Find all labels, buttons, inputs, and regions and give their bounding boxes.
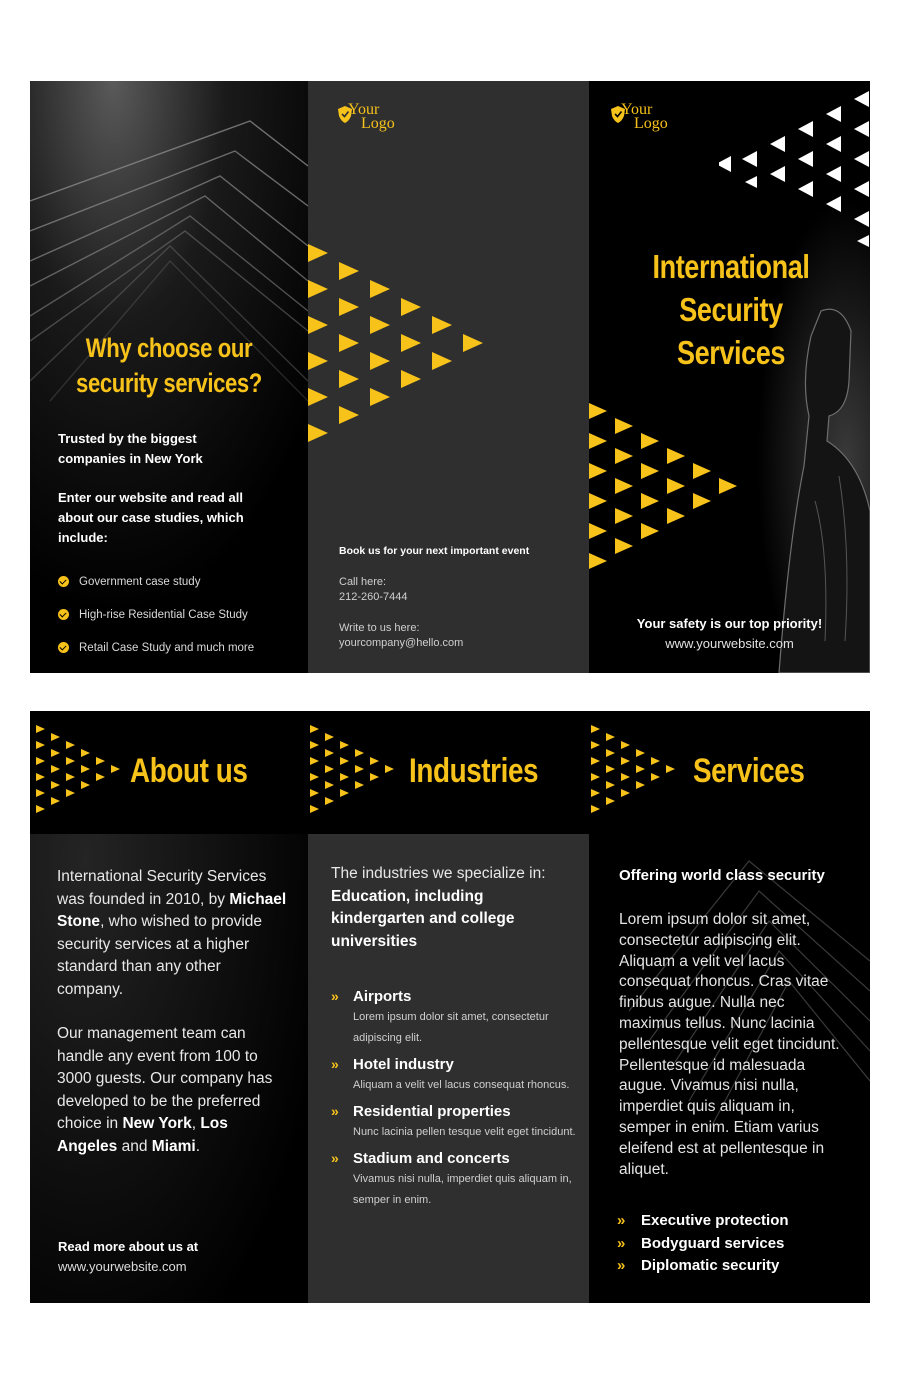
- about-paragraph-1: [57, 866, 287, 1001]
- logo: [338, 103, 395, 131]
- service-name: Bodyguard services: [641, 1234, 785, 1252]
- chevron-double-right-icon: »: [331, 1056, 339, 1072]
- brochure-inside: [30, 711, 870, 1303]
- cover-title-line3: Services: [676, 334, 786, 371]
- enter-line1: Enter our website and read all: [58, 490, 243, 505]
- website-link[interactable]: www.yourwebsite.com: [665, 636, 794, 651]
- logo-line1: Your: [348, 101, 380, 118]
- industries-list: [331, 987, 581, 1217]
- inside-panel-industries: [308, 711, 589, 1303]
- logo-text: [621, 103, 668, 131]
- chevron-double-right-icon: »: [617, 1257, 626, 1274]
- logo-line1: Your: [621, 101, 653, 118]
- tagline: Your safety is our top priority!: [636, 616, 823, 631]
- inside-panel-services: [589, 711, 870, 1303]
- industries-intro: [331, 863, 571, 953]
- read-more-label: Read more about us at: [58, 1239, 199, 1254]
- case-study-list: [58, 565, 254, 664]
- industry-desc: Lorem ipsum dolor sit amet, consectetur adipiscing elit.: [353, 1011, 549, 1044]
- industries-intro-bold: Education, including kindergarten and college universities: [331, 887, 515, 950]
- check-icon: [58, 576, 69, 587]
- write-block: [339, 621, 463, 651]
- trusted-line2: companies in New York: [58, 451, 203, 466]
- industry-desc: Aliquam a velit vel lacus consequat rhoncus.: [353, 1079, 570, 1091]
- city-new-york: New York: [122, 1115, 192, 1132]
- chevron-double-right-icon: »: [331, 988, 339, 1004]
- cover-title-line2: Security: [679, 291, 783, 328]
- industries-header: [308, 711, 589, 834]
- write-label: Write to us here:: [339, 622, 420, 634]
- check-icon: [58, 642, 69, 653]
- city-separator: and: [117, 1137, 152, 1155]
- why-title-line2: security services?: [76, 368, 262, 398]
- chevron-double-right-icon: »: [331, 1150, 339, 1166]
- brochure-outside: [30, 81, 870, 673]
- check-icon: [58, 609, 69, 620]
- enter-line2: about our case studies, which: [58, 510, 244, 525]
- website-link[interactable]: www.yourwebsite.com: [58, 1259, 187, 1274]
- cover-title-line1: International: [652, 248, 810, 285]
- industry-desc: Vivamus nisi nulla, imperdiet quis aliquam in, semper in enim.: [353, 1173, 572, 1206]
- industries-heading: Industries: [409, 752, 539, 790]
- triangle-pattern-graphic: [589, 723, 679, 818]
- outside-panel-contact: [308, 81, 589, 673]
- industry-desc: Nunc lacinia pellen tesque velit eget tincidunt.: [353, 1126, 576, 1138]
- case-study-label: High-rise Residential Case Study: [79, 608, 248, 621]
- chevron-double-right-icon: »: [617, 1234, 626, 1252]
- logo-line2: Logo: [634, 115, 668, 132]
- list-item: [331, 1102, 581, 1143]
- list-item: [58, 598, 254, 631]
- list-item: [331, 1055, 581, 1096]
- service-name: Executive protection: [641, 1212, 789, 1229]
- list-item: [617, 1233, 789, 1256]
- case-study-label: Government case study: [79, 575, 201, 588]
- about-p1-text: International Security Services was founded in 2010, by: [57, 868, 267, 908]
- industry-name: Hotel industry: [353, 1056, 454, 1073]
- outside-panel-why-choose: [30, 81, 308, 673]
- industry-name: Stadium and concerts: [353, 1150, 510, 1167]
- services-body-text: Lorem ipsum dolor sit amet, consectetur adipiscing elit. Aliquam a velit vel lacus consequat rhoncus. Cras vitae finibus augue. Nulla nec maximus tellus. Nunc lacinia pellentesque velit eget tincidunt. Pellentesque id malesuada augue. Vivamus nisi nulla, imperdiet quis aliquam in, semper in enim. Etiam varius eleifend est at pellentesque in aliquet.: [619, 911, 840, 1178]
- white-triangle-pattern-graphic: [719, 89, 870, 249]
- logo: [611, 103, 668, 131]
- call-block: [339, 575, 408, 605]
- list-item: [331, 987, 581, 1049]
- list-item: [617, 1210, 789, 1233]
- services-header: [589, 711, 870, 834]
- city-los-angeles: Los Angeles: [57, 1115, 228, 1155]
- triangle-pattern-graphic: [589, 401, 749, 576]
- trusted-text: [58, 429, 203, 469]
- about-header: [30, 711, 308, 834]
- about-heading: About us: [130, 752, 248, 790]
- sentence-end: .: [195, 1137, 201, 1155]
- enter-line3: include:: [58, 530, 108, 545]
- logo-line2: Logo: [361, 115, 395, 132]
- services-subheading: Offering world class security: [619, 867, 825, 884]
- book-us-heading: Book us for your next important event: [339, 545, 530, 557]
- call-label: Call here:: [339, 576, 387, 588]
- about-p1-text-end: , who wished to provide security services at a higher standard than any other company.: [57, 913, 263, 998]
- about-paragraph-2: [57, 1023, 289, 1158]
- list-item: [58, 565, 254, 598]
- enter-website-text: [58, 488, 244, 548]
- industry-name: Residential properties: [353, 1103, 511, 1120]
- why-title-line1: Why choose our: [85, 333, 253, 363]
- triangle-pattern-graphic: [308, 723, 398, 818]
- about-p2-text: Our management team can handle any event from 100 to 3000 guests. Our company has developed to be the preferred choice in: [57, 1025, 273, 1132]
- inside-panel-about: [30, 711, 308, 1303]
- phone-number: 212-260-7444: [339, 591, 408, 603]
- city-separator: ,: [191, 1115, 201, 1132]
- founder-name: Michael Stone: [57, 890, 287, 930]
- case-study-label: Retail Case Study and much more: [79, 641, 255, 654]
- list-item: [58, 631, 254, 664]
- triangle-pattern-graphic: [308, 239, 508, 449]
- cover-title: [647, 245, 814, 374]
- services-list: [617, 1210, 789, 1278]
- city-miami: Miami: [151, 1137, 196, 1155]
- chevron-double-right-icon: »: [331, 1103, 339, 1119]
- triangle-pattern-graphic: [34, 723, 124, 818]
- why-choose-title: [55, 331, 283, 401]
- outside-panel-cover: [589, 81, 870, 673]
- service-name: Diplomatic security: [641, 1257, 780, 1274]
- email-address: yourcompany@hello.com: [339, 637, 464, 649]
- industry-name: Airports: [353, 988, 412, 1005]
- list-item: [331, 1149, 581, 1211]
- trusted-line1: Trusted by the biggest: [58, 431, 197, 446]
- list-item: [617, 1255, 789, 1278]
- industries-intro-text: The industries we specialize in:: [331, 865, 546, 882]
- services-heading: Services: [693, 752, 805, 790]
- logo-text: [348, 103, 395, 131]
- chevron-double-right-icon: »: [617, 1212, 626, 1229]
